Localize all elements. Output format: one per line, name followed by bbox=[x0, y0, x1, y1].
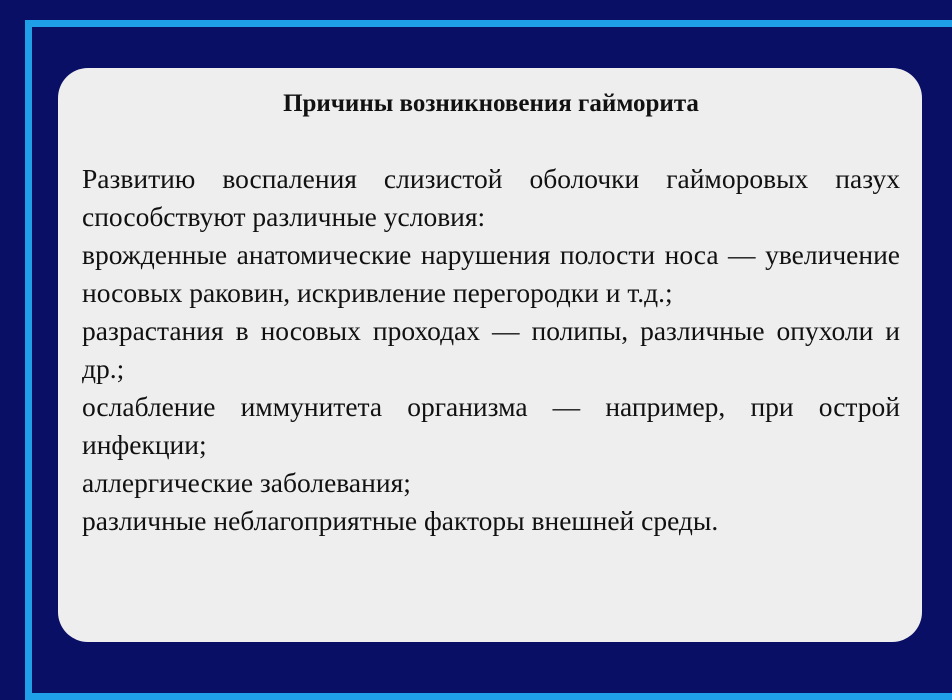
paragraph-growths: разрастания в носовых проходах — полипы, различные опухоли и др.; bbox=[82, 315, 900, 384]
paragraph-intro: Развитию воспаления слизистой оболочки гайморовых пазух способствуют различные условия: bbox=[82, 163, 900, 232]
slide-body bbox=[82, 160, 900, 540]
content-card bbox=[58, 68, 922, 642]
paragraph-anatomy: врожденные анатомические нарушения полости носа — увеличение носовых раковин, искривление перегородки и т.д.; bbox=[82, 239, 900, 308]
paragraph-allergy: аллергические заболевания; bbox=[82, 467, 411, 498]
paragraph-environment: различные неблагоприятные факторы внешней среды. bbox=[82, 505, 719, 536]
slide-title: Причины возникновения гайморита bbox=[283, 90, 699, 117]
paragraph-immunity: ослабление иммунитета организма — например, при острой инфекции; bbox=[82, 391, 900, 460]
